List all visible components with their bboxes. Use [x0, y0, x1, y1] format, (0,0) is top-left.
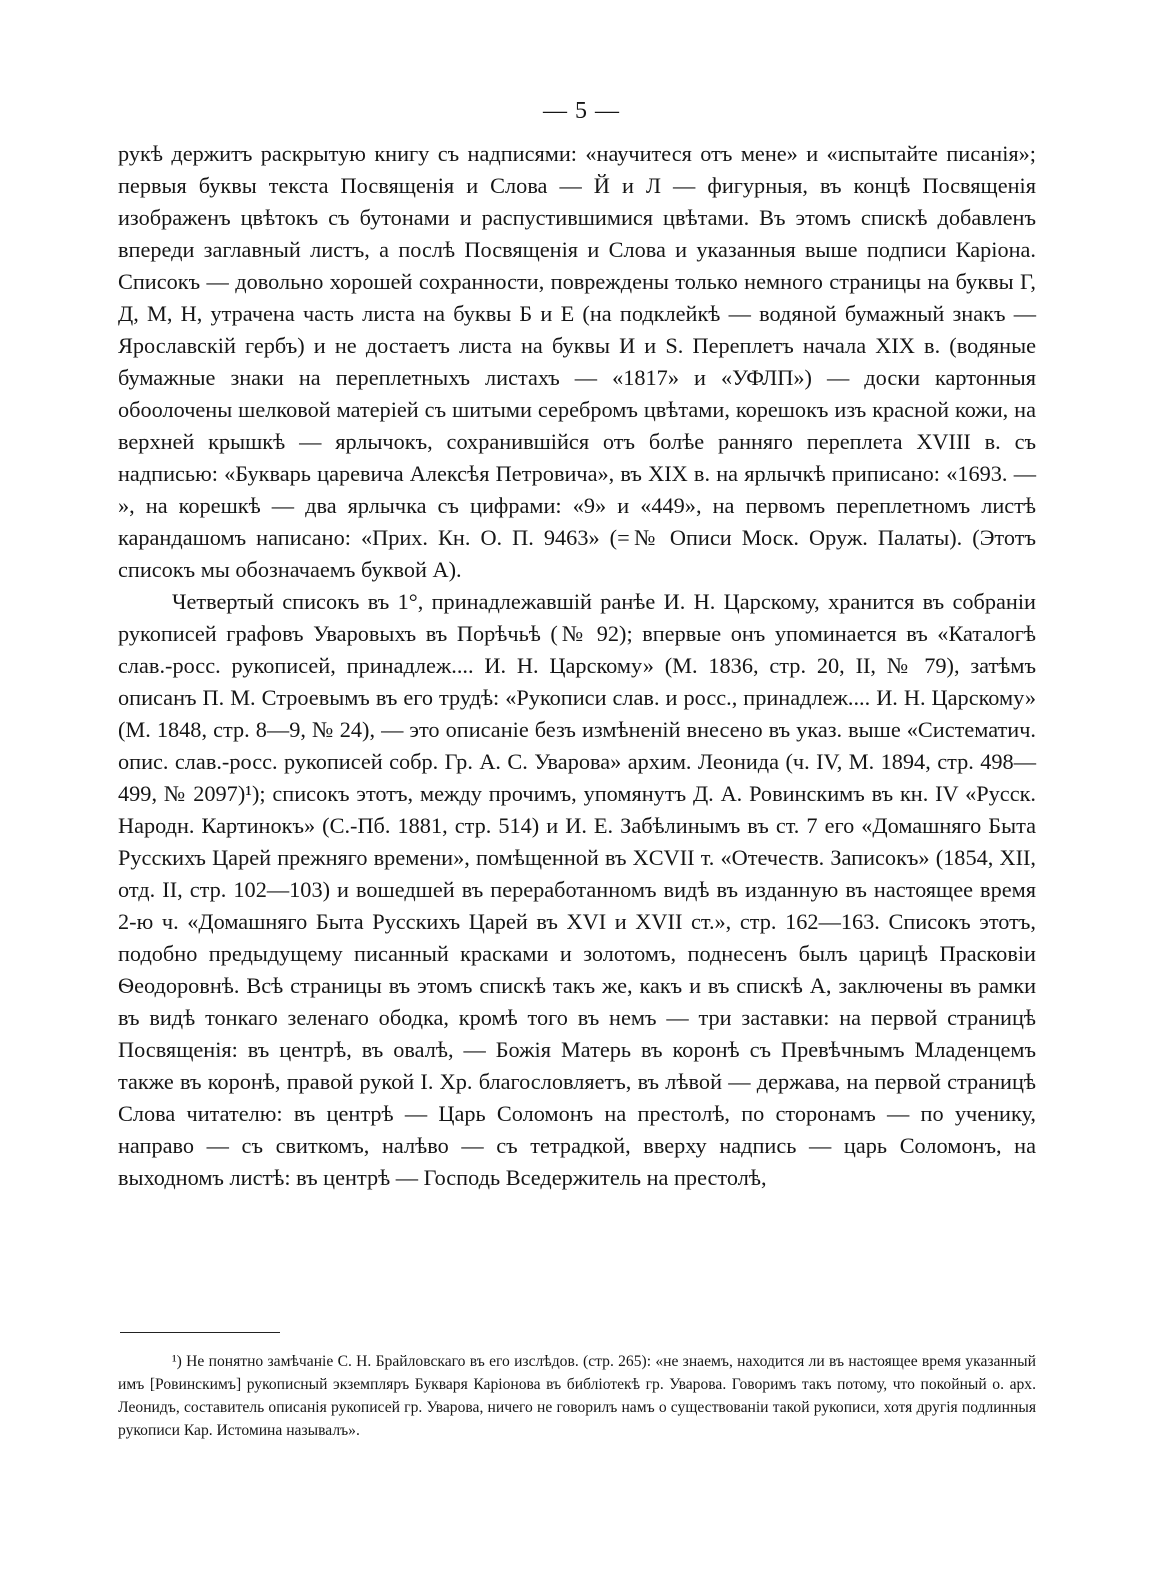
footnote-1: ¹) Не понятно замѣчаніе С. Н. Брайловскаго въ его изслѣдов. (стр. 265): «не знаемъ, находится ли въ настоящее время указанный имъ [Ровинскимъ] рукописный экземпляръ Букваря Каріонова въ библіотекѣ гр. Уварова. Говоримъ такъ потому, что покойный о. арх. Леонидъ, составитель описанія рукописей гр. Уварова, ничего не говорилъ намъ о существованіи такой рукописи, хотя другія подлинныя рукописи Кар. Истомина называлъ». [118, 1353, 1036, 1439]
main-text [118, 138, 1036, 1194]
paragraph-1: рукѣ держитъ раскрытую книгу съ надписями: «научитеся отъ мене» и «испытайте писанія»; первыя буквы текста Посвященія и Слова — Й и Л — фигурныя, въ концѣ Посвященія изображенъ цвѣтокъ съ бутонами и распустившимися цвѣтами. Въ этомъ спискѣ добавленъ впереди заглавный листъ, а послѣ Посвященія и Слова и указанныя выше подписи Каріона. Списокъ — довольно хорошей сохранности, повреждены только немного страницы на буквы Г, Д, М, Н, утрачена часть листа на буквы Б и Е (на подклейкѣ — водяной бумажный знакъ — Ярославскій гербъ) и не достаетъ листа на буквы И и Ѕ. Переплетъ начала XIX в. (водяные бумажные знаки на переплетныхъ листахъ — «1817» и «УФЛП») — доски картонныя обоолочены шелковой матеріей съ шитыми серебромъ цвѣтами, корешокъ изъ красной кожи, на верхней крышкѣ — ярлычокъ, сохранившійся отъ болѣе ранняго переплета XVIII в. съ надписью: «Букварь царевича Алексѣя Петровича», въ XIX в. на ярлычкѣ приписано: «1693. — », на корешкѣ — два ярлычка съ цифрами: «9» и «449», на первомъ переплетномъ листѣ карандашомъ написано: «Прих. Кн. О. П. 9463» (=№ Описи Моск. Оруж. Палаты). (Этотъ списокъ мы обозначаемъ буквой А). [118, 141, 1036, 582]
page-number: — 5 — [543, 98, 620, 124]
paragraph-2: Четвертый списокъ въ 1°, принадлежавшій ранѣе И. Н. Царскому, хранится въ собраніи рукописей графовъ Уваровыхъ въ Порѣчьѣ (№ 92); впервые онъ упоминается въ «Каталогѣ слав.-росс. рукописей, принадлеж.... И. Н. Царскому» (М. 1836, стр. 20, II, № 79), затѣмъ описанъ П. М. Строевымъ въ его трудѣ: «Рукописи слав. и росс., принадлеж.... И. Н. Царскому» (М. 1848, стр. 8—9, № 24), — это описаніе безъ измѣненій внесено въ указ. выше «Систематич. опис. слав.-росс. рукописей собр. Гр. А. С. Уварова» архим. Леонида (ч. IV, М. 1894, стр. 498—499, № 2097)¹); списокъ этотъ, между прочимъ, упомянутъ Д. А. Ровинскимъ въ кн. IV «Русск. Народн. Картинокъ» (С.-Пб. 1881, стр. 514) и И. Е. Забѣлинымъ въ ст. 7 его «Домашняго Быта Русскихъ Царей прежняго времени», помѣщенной въ XCVII т. «Отечеств. Записокъ» (1854, XII, отд. II, стр. 102—103) и вошедшей въ переработанномъ видѣ въ изданную въ настоящее время 2-ю ч. «Домашняго Быта Русскихъ Царей въ XVI и XVII ст.», стр. 162—163. Списокъ этотъ, подобно предыдущему писанный красками и золотомъ, поднесенъ былъ царицѣ Прасковіи Ѳеодоровнѣ. Всѣ страницы въ этомъ спискѣ такъ же, какъ и въ спискѣ А, заключены въ рамки въ видѣ тонкаго зеленаго ободка, кромѣ того въ немъ — три заставки: на первой страницѣ Посвященія: въ центрѣ, въ овалѣ, — Божія Матерь въ коронѣ съ Превѣчнымъ Младенцемъ также въ коронѣ, правой рукой І. Хр. благословляетъ, въ лѣвой — держава, на первой страницѣ Слова читателю: въ центрѣ — Царь Соломонъ на престолѣ, по сторонамъ — по ученику, направо — съ свиткомъ, налѣво — съ тетрадкой, вверху надпись — царь Соломонъ, на выходномъ листѣ: въ центрѣ — Господь Вседержитель на престолѣ, [118, 589, 1036, 1190]
footnote-divider [120, 1332, 280, 1333]
